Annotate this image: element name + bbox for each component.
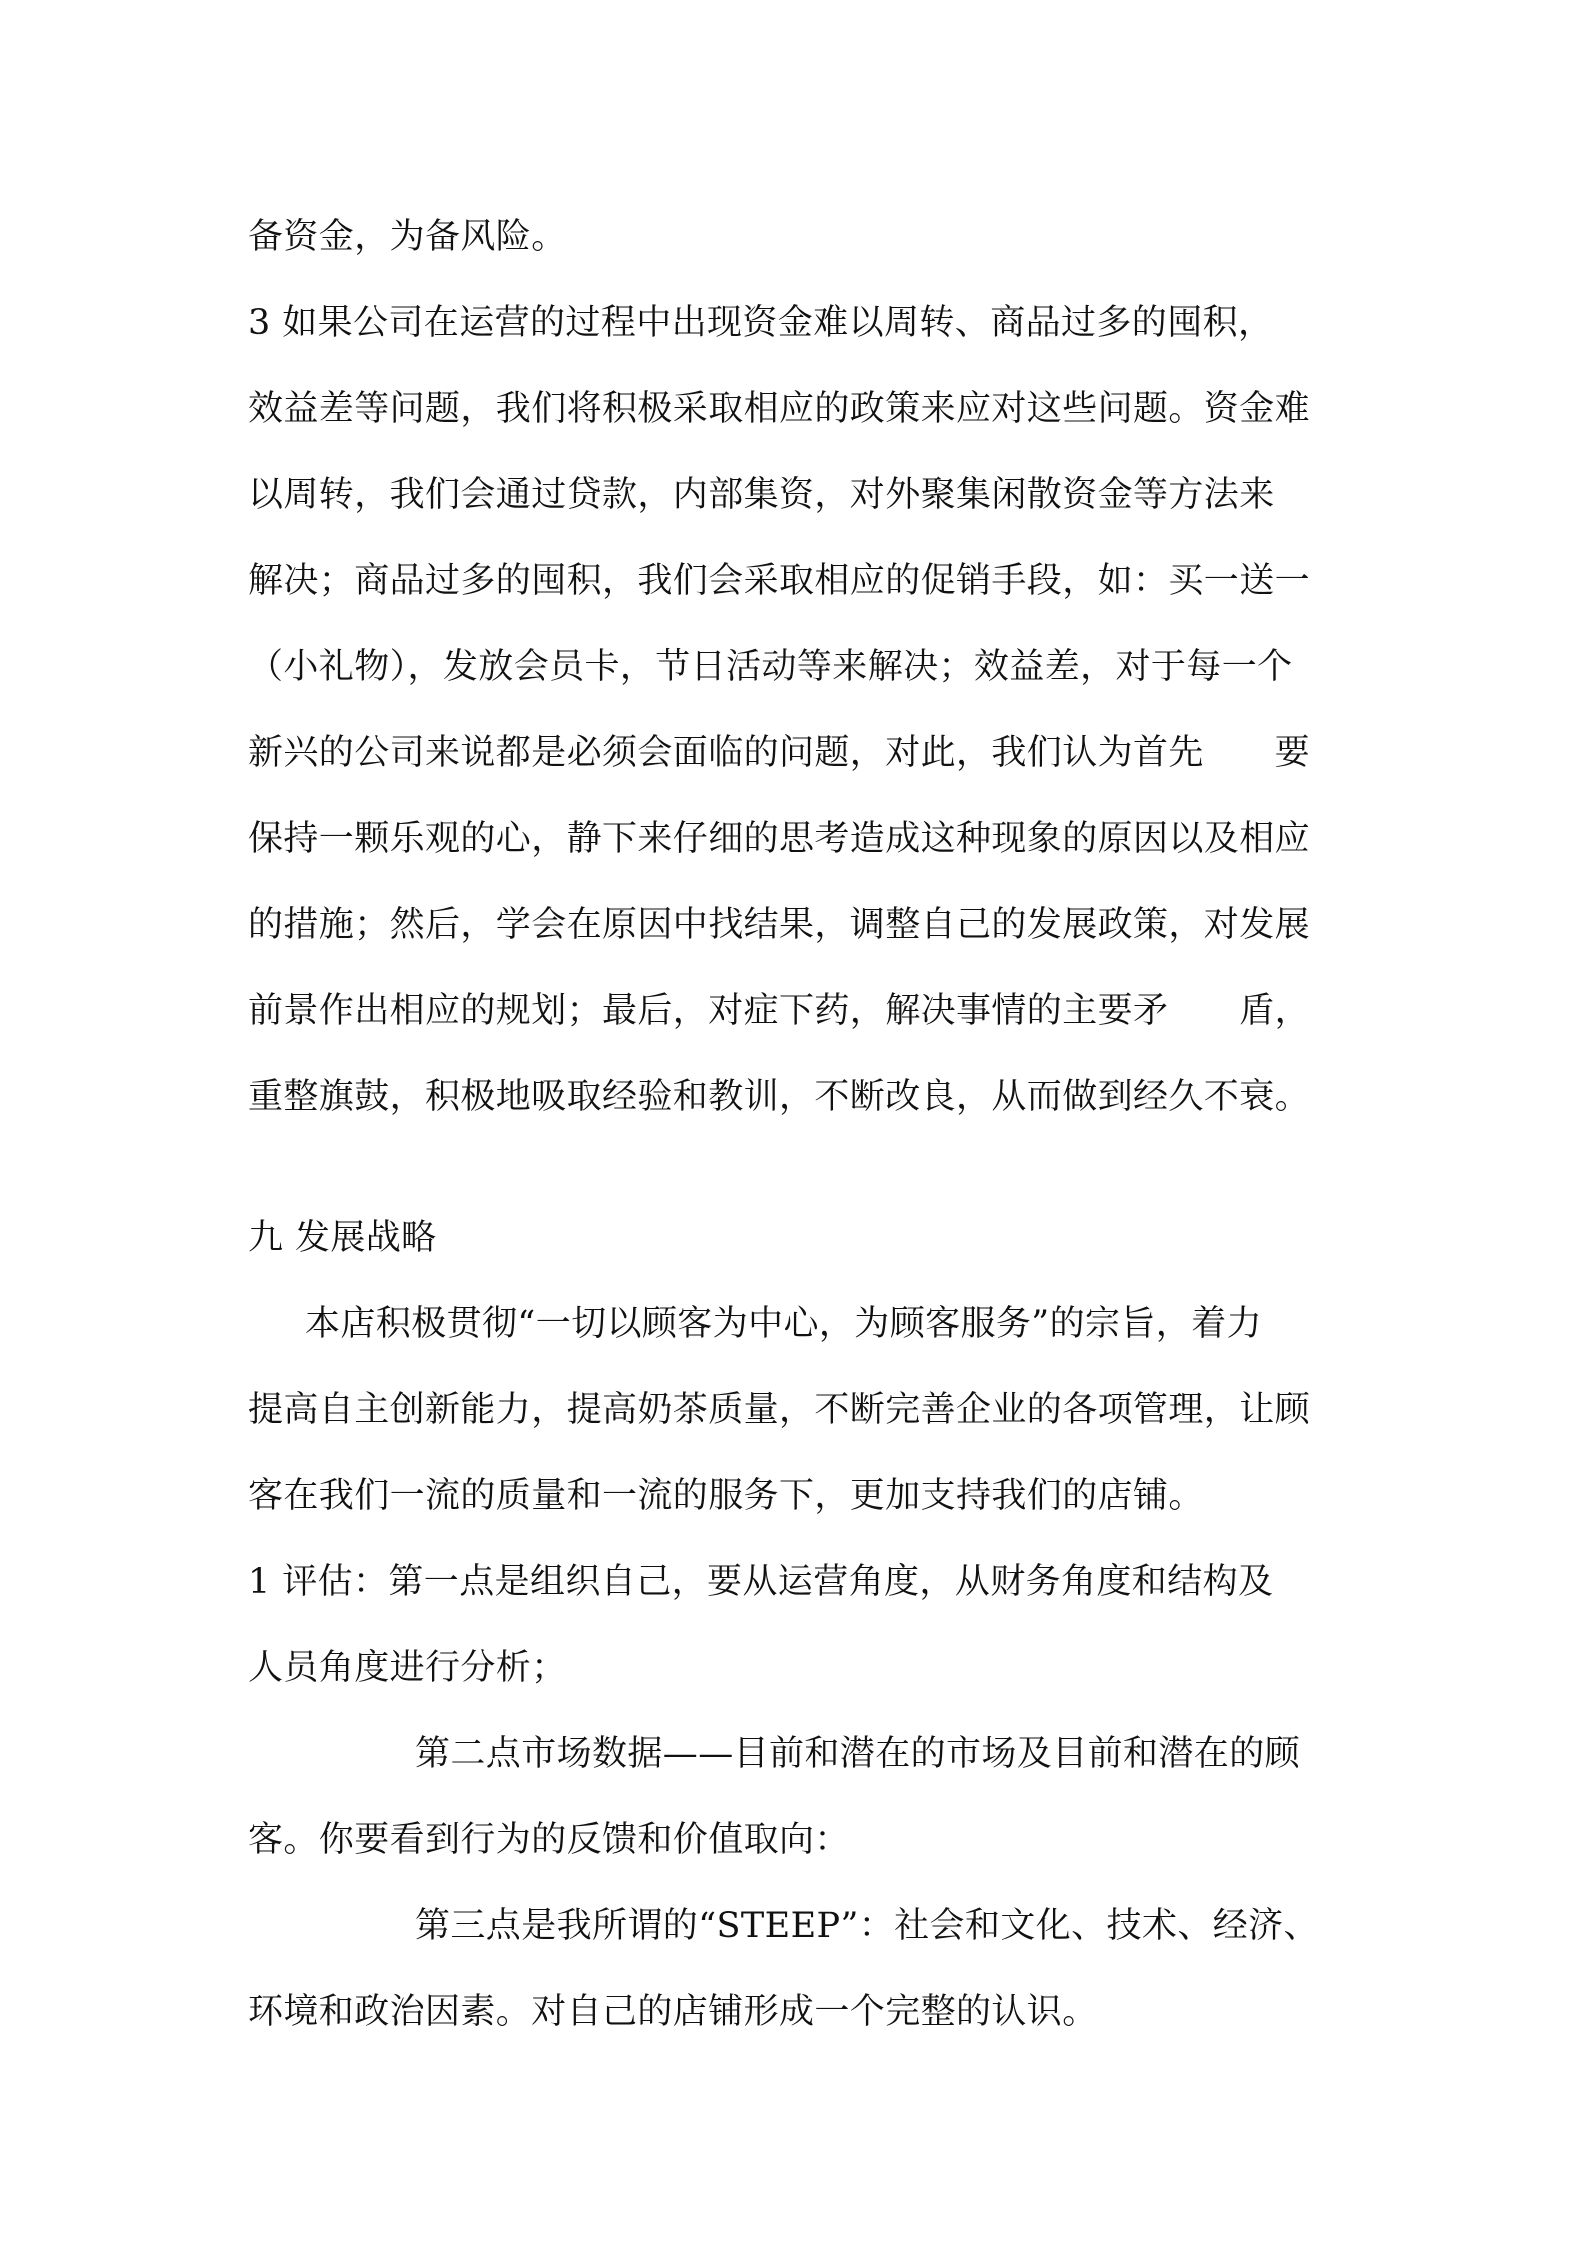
paragraph-line: 人员角度进行分析；	[248, 1648, 567, 1688]
paragraph-line: 客。你要看到行为的反馈和价值取向：	[248, 1820, 850, 1860]
paragraph-line: 第二点市场数据——目前和潜在的市场及目前和潜在的顾	[415, 1734, 1301, 1774]
paragraph-line: 提高自主创新能力，提高奶茶质量，不断完善企业的各项管理，让顾	[248, 1390, 1311, 1430]
section-heading: 九 发展战略	[248, 1218, 437, 1258]
paragraph-line: 效益差等问题，我们将积极采取相应的政策来应对这些问题。资金难	[248, 389, 1311, 429]
paragraph-line: 环境和政治因素。对自己的店铺形成一个完整的认识。	[248, 1992, 1098, 2032]
paragraph-line: （小礼物），发放会员卡，节日活动等来解决；效益差，对于每一个	[248, 647, 1293, 687]
paragraph-line: 新兴的公司来说都是必须会面临的问题，对此，我们认为首先 要	[248, 733, 1311, 773]
paragraph-line: 第三点是我所谓的“STEEP”：社会和文化、技术、经济、	[415, 1906, 1319, 1946]
paragraph-line: 重整旗鼓，积极地吸取经验和教训，不断改良，从而做到经久不衰。	[248, 1077, 1311, 1117]
paragraph-line: 3 如果公司在运营的过程中出现资金难以周转、商品过多的囤积，	[248, 303, 1274, 343]
paragraph-line: 的措施；然后，学会在原因中找结果，调整自己的发展政策，对发展	[248, 905, 1311, 945]
paragraph-line: 以周转，我们会通过贷款，内部集资，对外聚集闲散资金等方法来	[248, 475, 1275, 515]
paragraph-line: 本店积极贯彻“一切以顾客为中心，为顾客服务”的宗旨，着力	[305, 1304, 1262, 1344]
paragraph-line: 前景作出相应的规划；最后，对症下药，解决事情的主要矛 盾，	[248, 991, 1311, 1031]
paragraph-line: 保持一颗乐观的心，静下来仔细的思考造成这种现象的原因以及相应	[248, 819, 1311, 859]
paragraph-line: 备资金，为备风险。	[248, 217, 567, 257]
paragraph-line: 1 评估：第一点是组织自己，要从运营角度，从财务角度和结构及	[248, 1562, 1274, 1602]
paragraph-line: 客在我们一流的质量和一流的服务下，更加支持我们的店铺。	[248, 1476, 1204, 1516]
paragraph-line: 解决；商品过多的囤积，我们会采取相应的促销手段，如：买一送一	[248, 561, 1311, 601]
